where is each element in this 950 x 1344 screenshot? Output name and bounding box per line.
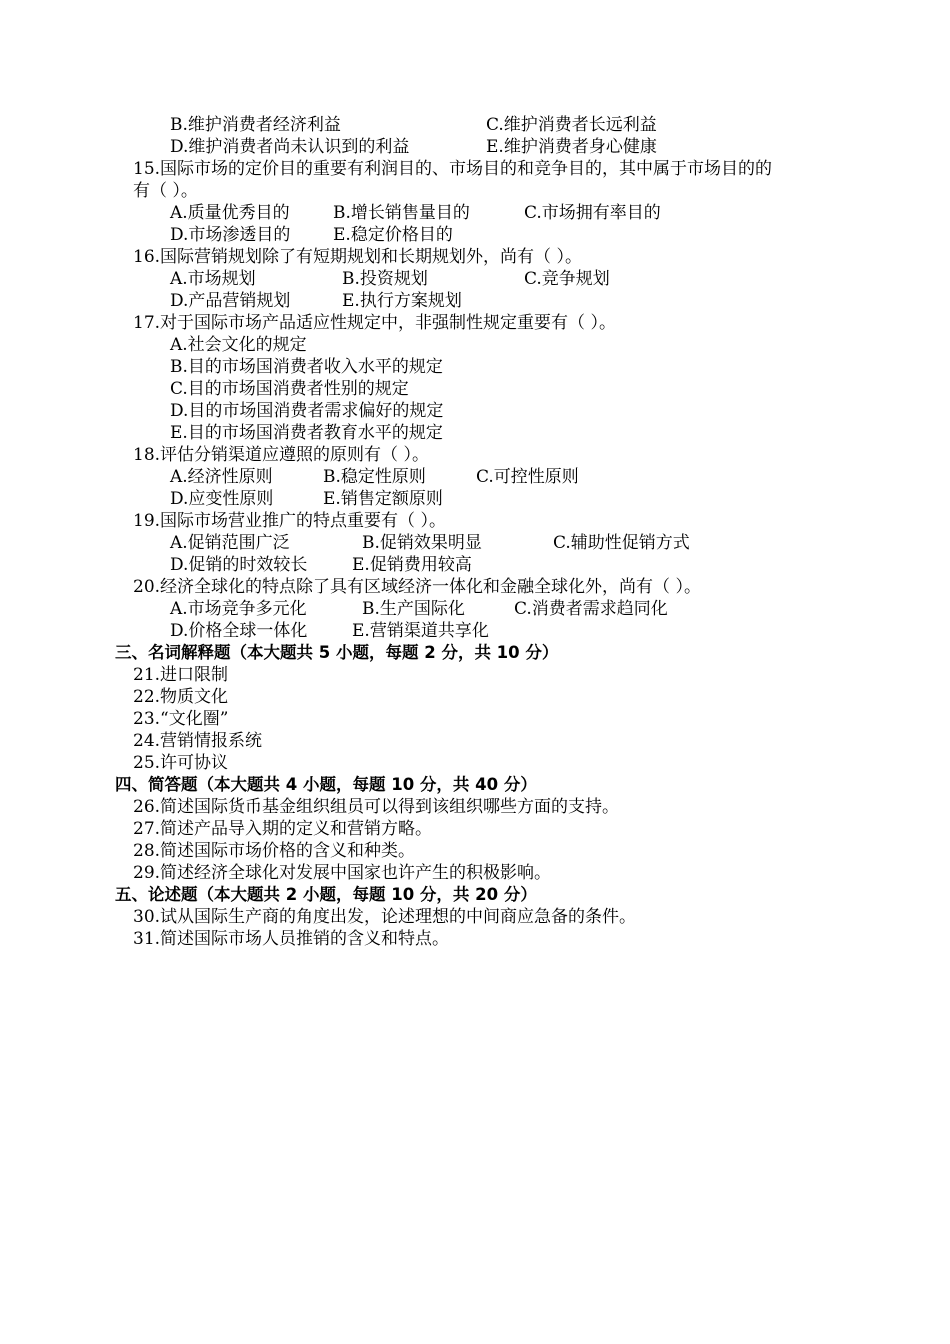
q17-stem: 17.对于国际市场产品适应性规定中，非强制性规定重要有（ ）。	[133, 313, 616, 333]
section4-item: 28.简述国际市场价格的含义和种类。	[133, 841, 416, 861]
q15-option-a: A.质量优秀目的	[170, 203, 290, 223]
q14-option-d: D.维护消费者尚未认识到的利益	[170, 137, 410, 157]
section3-heading: 三、名词解释题（本大题共 5 小题，每题 2 分，共 10 分）	[115, 643, 559, 662]
q16-option-a: A.市场规划	[170, 269, 256, 289]
section3-item: 25.许可协议	[133, 753, 229, 773]
q20-option-c: C.消费者需求趋同化	[514, 599, 668, 619]
section3-item: 21.进口限制	[133, 665, 229, 685]
q14-option-b: B.维护消费者经济利益	[170, 115, 341, 135]
q19-option-b: B.促销效果明显	[362, 533, 482, 553]
q15-option-d: D.市场渗透目的	[170, 225, 291, 245]
q15-option-c: C.市场拥有率目的	[524, 203, 661, 223]
q18-option-c: C.可控性原则	[476, 467, 579, 487]
q17-option-d: D.目的市场国消费者需求偏好的规定	[170, 401, 444, 421]
q15-stem-line-2: 有（ ）。	[133, 181, 198, 201]
q20-option-e: E.营销渠道共享化	[352, 621, 489, 641]
q15-option-e: E.稳定价格目的	[333, 225, 453, 245]
q17-option-b: B.目的市场国消费者收入水平的规定	[170, 357, 443, 377]
q16-stem: 16.国际营销规划除了有短期规划和长期规划外，尚有（ ）。	[133, 247, 582, 267]
q17-option-e: E.目的市场国消费者教育水平的规定	[170, 423, 443, 443]
q17-option-a: A.社会文化的规定	[170, 335, 307, 355]
section5-item: 30.试从国际生产商的角度出发，论述理想的中间商应急备的条件。	[133, 907, 637, 927]
section5-heading: 五、论述题（本大题共 2 小题，每题 10 分，共 20 分）	[115, 885, 537, 904]
section3-item: 24.营销情报系统	[133, 731, 263, 751]
q20-option-b: B.生产国际化	[362, 599, 465, 619]
q18-option-a: A.经济性原则	[170, 467, 273, 487]
q19-stem: 19.国际市场营业推广的特点重要有（ ）。	[133, 511, 446, 531]
section3-item: 23.“文化圈”	[133, 709, 229, 729]
q19-option-e: E.促销费用较高	[352, 555, 472, 575]
q16-option-b: B.投资规划	[342, 269, 428, 289]
q16-option-d: D.产品营销规划	[170, 291, 291, 311]
section4-item: 26.简述国际货币基金组织组员可以得到该组织哪些方面的支持。	[133, 797, 620, 817]
q15-option-b: B.增长销售量目的	[333, 203, 470, 223]
q18-option-b: B.稳定性原则	[323, 467, 426, 487]
q16-option-e: E.执行方案规划	[342, 291, 462, 311]
q18-stem: 18.评估分销渠道应遵照的原则有（ ）。	[133, 445, 429, 465]
section4-item: 29.简述经济全球化对发展中国家也许产生的积极影响。	[133, 863, 552, 883]
q19-option-c: C.辅助性促销方式	[553, 533, 690, 553]
q19-option-d: D.促销的时效较长	[170, 555, 308, 575]
section5-item: 31.简述国际市场人员推销的含义和特点。	[133, 929, 450, 949]
q14-option-e: E.维护消费者身心健康	[486, 137, 657, 157]
q15-stem-line-1: 15.国际市场的定价目的重要有利润目的、市场目的和竞争目的，其中属于市场目的的	[133, 159, 773, 179]
q18-option-e: E.销售定额原则	[323, 489, 443, 509]
q16-option-c: C.竞争规划	[524, 269, 610, 289]
q19-option-a: A.促销范围广泛	[170, 533, 290, 553]
q18-option-d: D.应变性原则	[170, 489, 274, 509]
q20-stem: 20.经济全球化的特点除了具有区域经济一体化和金融全球化外，尚有（ ）。	[133, 577, 701, 597]
section4-heading: 四、简答题（本大题共 4 小题，每题 10 分，共 40 分）	[115, 775, 537, 794]
q20-option-a: A.市场竞争多元化	[170, 599, 307, 619]
section4-item: 27.简述产品导入期的定义和营销方略。	[133, 819, 433, 839]
section3-item: 22.物质文化	[133, 687, 229, 707]
q17-option-c: C.目的市场国消费者性别的规定	[170, 379, 409, 399]
q14-option-c: C.维护消费者长远利益	[486, 115, 657, 135]
q20-option-d: D.价格全球一体化	[170, 621, 308, 641]
